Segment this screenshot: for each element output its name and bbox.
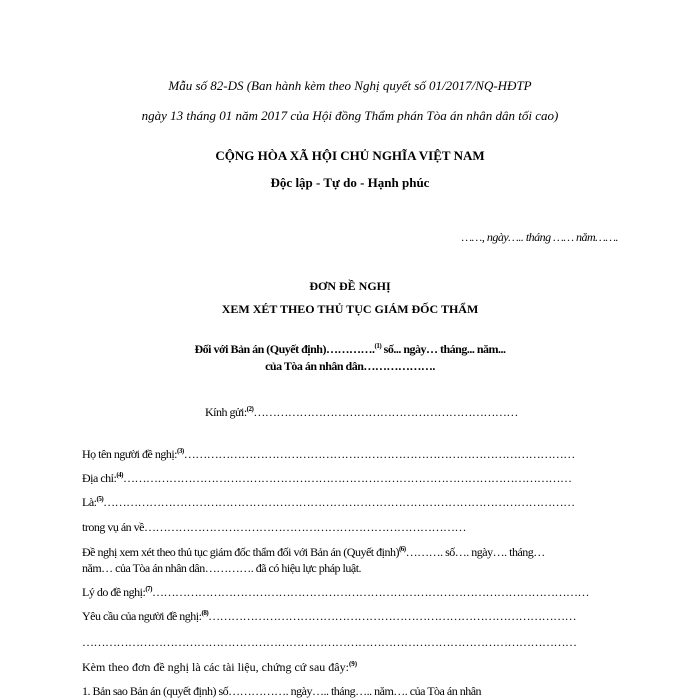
footnote-ref-7: (7) [145, 585, 152, 593]
role-label: Là: [82, 495, 97, 509]
form-header-line1: Mẫu số 82-DS (Ban hành kèm theo Nghị quyết số 01/2017/NQ-HĐTP [168, 78, 532, 93]
document-title-line2: XEM XÉT THEO THỦ TỤC GIÁM ĐỐC THẨM [221, 302, 479, 316]
addressee-field: …………………………………………………………… [253, 405, 518, 419]
footnote-ref-1: (1) [374, 342, 382, 350]
applicant-name-field: ………………………………………………………………………………………… [183, 447, 575, 461]
nation-motto: Độc lập - Tự do - Hạnh phúc [270, 175, 430, 190]
attachments-heading-line [82, 660, 357, 675]
footnote-ref-9: (9) [348, 660, 358, 668]
case-label: trong vụ án về [82, 520, 144, 534]
reason-label: Lý do đề nghị: [82, 585, 146, 599]
addressee-line [205, 405, 518, 420]
subject-line2: của Tòa án nhân dân………………. [265, 359, 435, 373]
demand-field: …………………………………………………………………………………… [208, 609, 577, 623]
demand-line [82, 609, 576, 624]
address-label: Địa chỉ: [82, 471, 117, 485]
attachment-item-1: 1. Bản sao Bản án (quyết định) số……………. ngày….. tháng….. năm…. của Tòa án nhân [82, 684, 482, 698]
addressee-label: Kính gửi: [205, 405, 247, 419]
footnote-ref-4: (4) [116, 471, 123, 479]
applicant-name-line [82, 447, 575, 462]
subject-line1-text: Đối với Bản án (Quyết định)…………. [194, 342, 375, 356]
date-line: ……, ngày….. tháng …… năm……. [461, 230, 618, 244]
request-label: Đề nghị xem xét theo thủ tục giám đốc thẩm đối với Bản án (Quyết định) [82, 545, 399, 559]
footnote-ref-6: (6) [398, 545, 406, 553]
footnote-ref-8: (8) [201, 609, 209, 617]
reason-field: …………………………………………………………………………………………………… [152, 585, 589, 599]
case-line [82, 520, 466, 535]
form-header-line2: ngày 13 tháng 01 năm 2017 của Hội đồng Thẩm phán Tòa án nhân dân tối cao) [141, 108, 559, 123]
role-line [82, 495, 575, 510]
request-line-cont: năm… của Tòa án nhân dân…………. đã có hiệu lực pháp luật. [82, 561, 362, 575]
applicant-name-label: Họ tên người đề nghị: [82, 447, 178, 461]
footnote-ref-2: (2) [246, 405, 254, 413]
request-line [82, 545, 545, 560]
nation-name: CỘNG HÒA XÃ HỘI CHỦ NGHĨA VIỆT NAM [215, 148, 485, 163]
footnote-ref-3: (3) [177, 447, 184, 455]
attachments-heading: Kèm theo đơn đề nghị là các tài liệu, chứng cứ sau đây: [82, 660, 349, 674]
demand-label: Yêu cầu của người đề nghị: [82, 609, 202, 623]
demand-field-cont: ………………………………………………………………………………………………………………… [82, 635, 577, 649]
case-field: ………………………………………………………………………… [143, 520, 466, 534]
request-field: ………. số…. ngày…. tháng… [405, 545, 545, 559]
address-line [82, 471, 572, 486]
reason-line [82, 585, 589, 600]
address-field: ……………………………………………………………………………………………………… [123, 471, 572, 485]
footnote-ref-5: (5) [96, 495, 104, 503]
subject-line1 [0, 342, 700, 357]
subject-line1-date: số... ngày… tháng... năm... [381, 342, 506, 356]
role-field: …………………………………………………………………………………………………………… [103, 495, 575, 509]
document-title-line1: ĐƠN ĐỀ NGHỊ [309, 279, 391, 293]
